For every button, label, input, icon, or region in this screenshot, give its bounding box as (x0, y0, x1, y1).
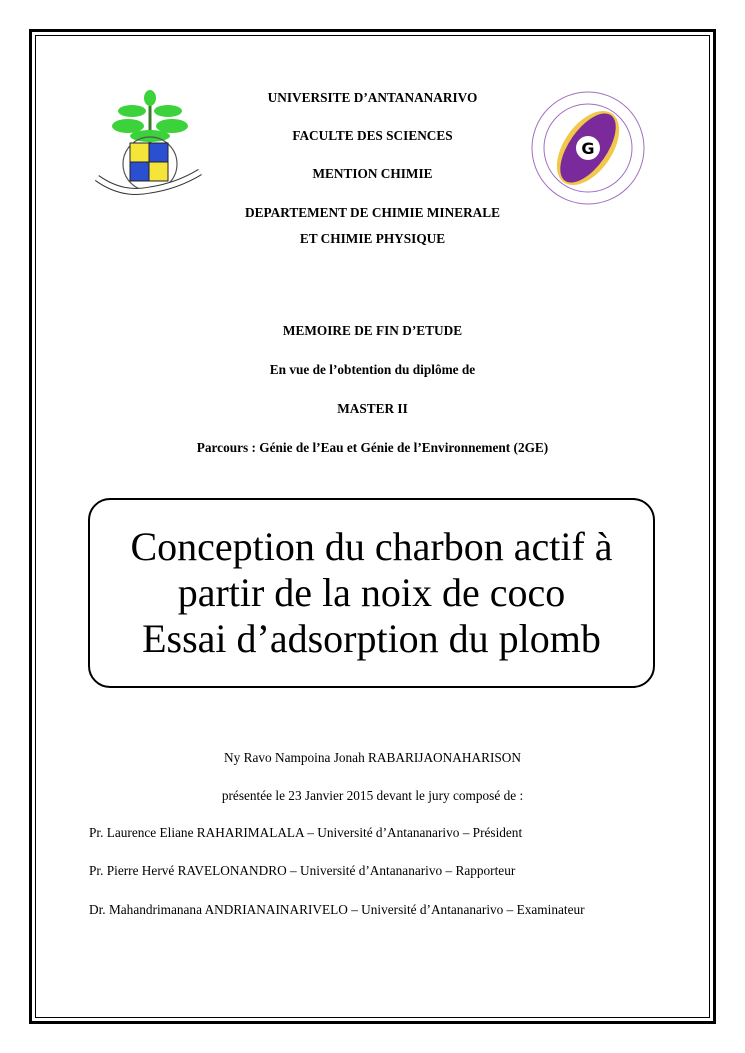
faculty-name: FACULTE DES SCIENCES (292, 128, 453, 143)
university-name: UNIVERSITE D’ANTANANARIVO (267, 90, 478, 105)
mention: MENTION CHIMIE (312, 166, 433, 181)
jury-member: Pr. Laurence Eliane RAHARIMALALA – Université d’Antananarivo – Président (89, 825, 523, 840)
track: Parcours : Génie de l’Eau et Génie de l’Environnement (2GE) (196, 440, 549, 455)
title-line3: Essai d’adsorption du plomb (142, 616, 601, 661)
memoire-purpose: En vue de l’obtention du diplôme de (269, 362, 476, 377)
memoire-type: MEMOIRE DE FIN D’ETUDE (282, 323, 463, 338)
author: Ny Ravo Nampoina Jonah RABARIJAONAHARISON (224, 750, 521, 765)
jury-member: Pr. Pierre Hervé RAVELONANDRO – Université d’Antananarivo – Rapporteur (89, 863, 516, 878)
faculty-logo (528, 88, 648, 208)
title-line2: partir de la noix de coco (177, 570, 566, 615)
jury-member: Dr. Mahandrimanana ANDRIANAINARIVELO – Université d’Antananarivo – Examinateur (89, 902, 585, 917)
title-line1: Conception du charbon actif à (130, 524, 613, 569)
degree: MASTER II (337, 401, 408, 416)
department-line1: DEPARTEMENT DE CHIMIE MINERALE (244, 205, 501, 220)
thesis-title-box (88, 498, 655, 688)
department-line2: ET CHIMIE PHYSIQUE (299, 231, 446, 246)
svg-text:G: G (581, 139, 595, 158)
presentation: présentée le 23 Janvier 2015 devant le jury composé de : (221, 788, 524, 803)
